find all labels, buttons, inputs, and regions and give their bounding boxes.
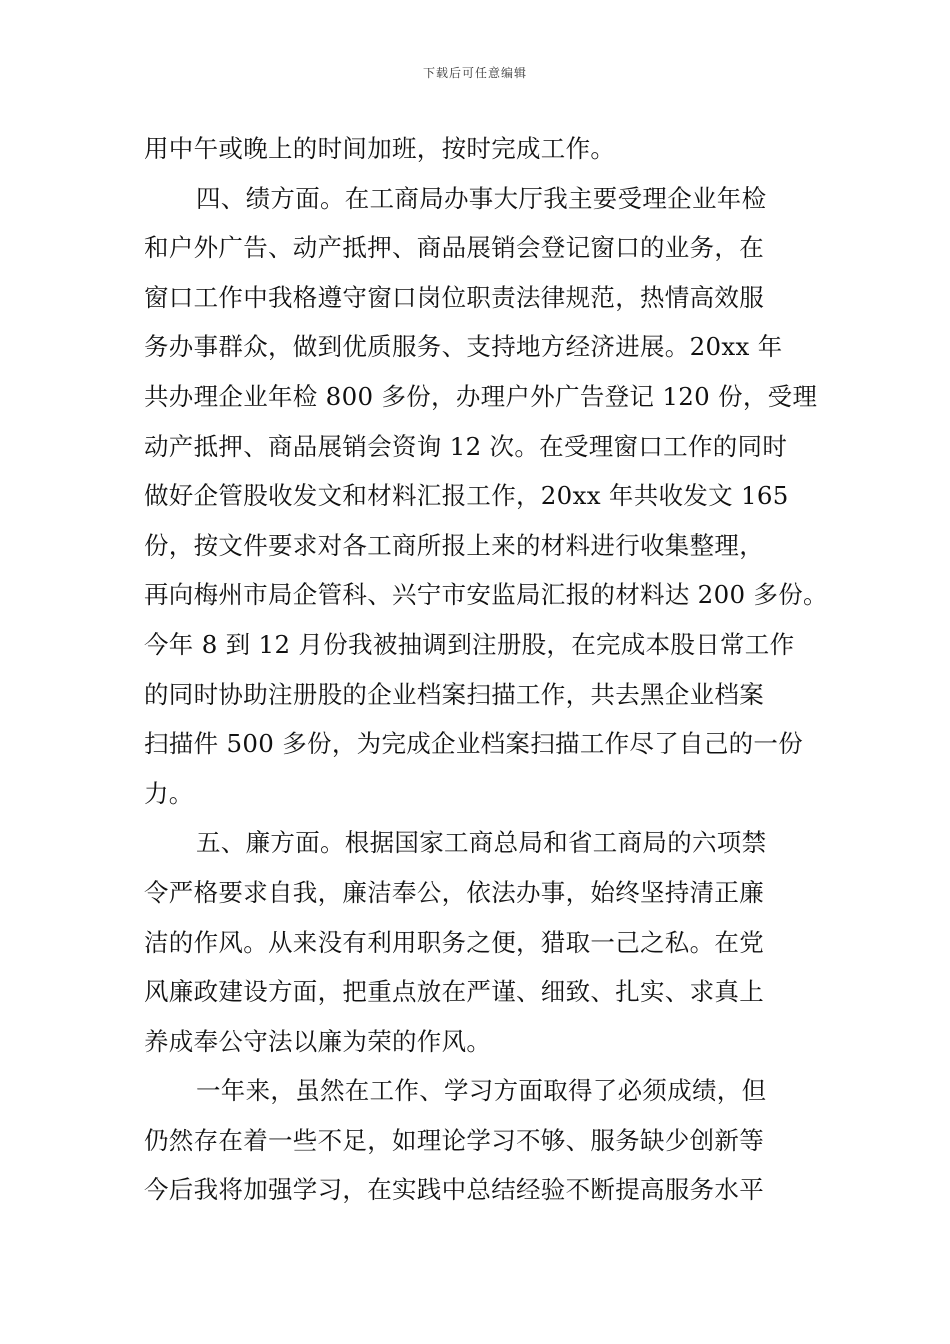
text-line: 共办理企业年检 800 多份，办理户外广告登记 120 份，受理	[144, 381, 818, 411]
text-line: 的同时协助注册股的企业档案扫描工作，共去黑企业档案	[144, 679, 764, 709]
text-line: 令严格要求自我，廉洁奉公，依法办事，始终坚持清正廉	[144, 877, 764, 907]
text-line: 力。	[144, 778, 194, 808]
paragraph-start-line: 五、廉方面。根据国家工商总局和省工商局的六项禁	[196, 828, 767, 858]
text-line: 养成奉公守法以廉为荣的作风。	[144, 1026, 492, 1056]
text-line: 风廉政建设方面，把重点放在严谨、细致、扎实、求真上	[144, 977, 764, 1007]
text-line: 再向梅州市局企管科、兴宁市安监局汇报的材料达 200 多份。	[144, 580, 828, 610]
text-line: 做好企管股收发文和材料汇报工作，20xx 年共收发文 165	[144, 481, 789, 511]
text-line: 动产抵押、商品展销会资询 12 次。在受理窗口工作的同时	[144, 431, 788, 461]
document-body	[144, 124, 828, 1215]
text-line: 今年 8 到 12 月份我被抽调到注册股，在完成本股日常工作	[144, 629, 795, 659]
text-line: 窗口工作中我格遵守窗口岗位职责法律规范，热情高效服	[144, 282, 764, 312]
text-line: 洁的作风。从来没有利用职务之便，猎取一己之私。在党	[144, 927, 764, 957]
paragraph-start-line: 一年来，虽然在工作、学习方面取得了必须成绩，但	[196, 1076, 767, 1106]
text-line: 和户外广告、动产抵押、商品展销会登记窗口的业务，在	[144, 233, 764, 263]
text-line: 仍然存在着一些不足，如理论学习不够、服务缺少创新等	[144, 1125, 764, 1155]
text-line: 扫描件 500 多份，为完成企业档案扫描工作尽了自己的一份	[144, 729, 804, 759]
text-line: 务办事群众，做到优质服务、支持地方经济进展。20xx 年	[144, 332, 783, 362]
header-note: 下载后可任意编辑	[422, 66, 527, 80]
paragraph-start-line: 四、绩方面。在工商局办事大厅我主要受理企业年检	[196, 183, 767, 213]
text-line: 用中午或晚上的时间加班，按时完成工作。	[144, 134, 616, 163]
text-line: 份，按文件要求对各工商所报上来的材料进行收集整理，	[144, 530, 764, 560]
text-line: 今后我将加强学习，在实践中总结经验不断提高服务水平	[144, 1175, 764, 1205]
